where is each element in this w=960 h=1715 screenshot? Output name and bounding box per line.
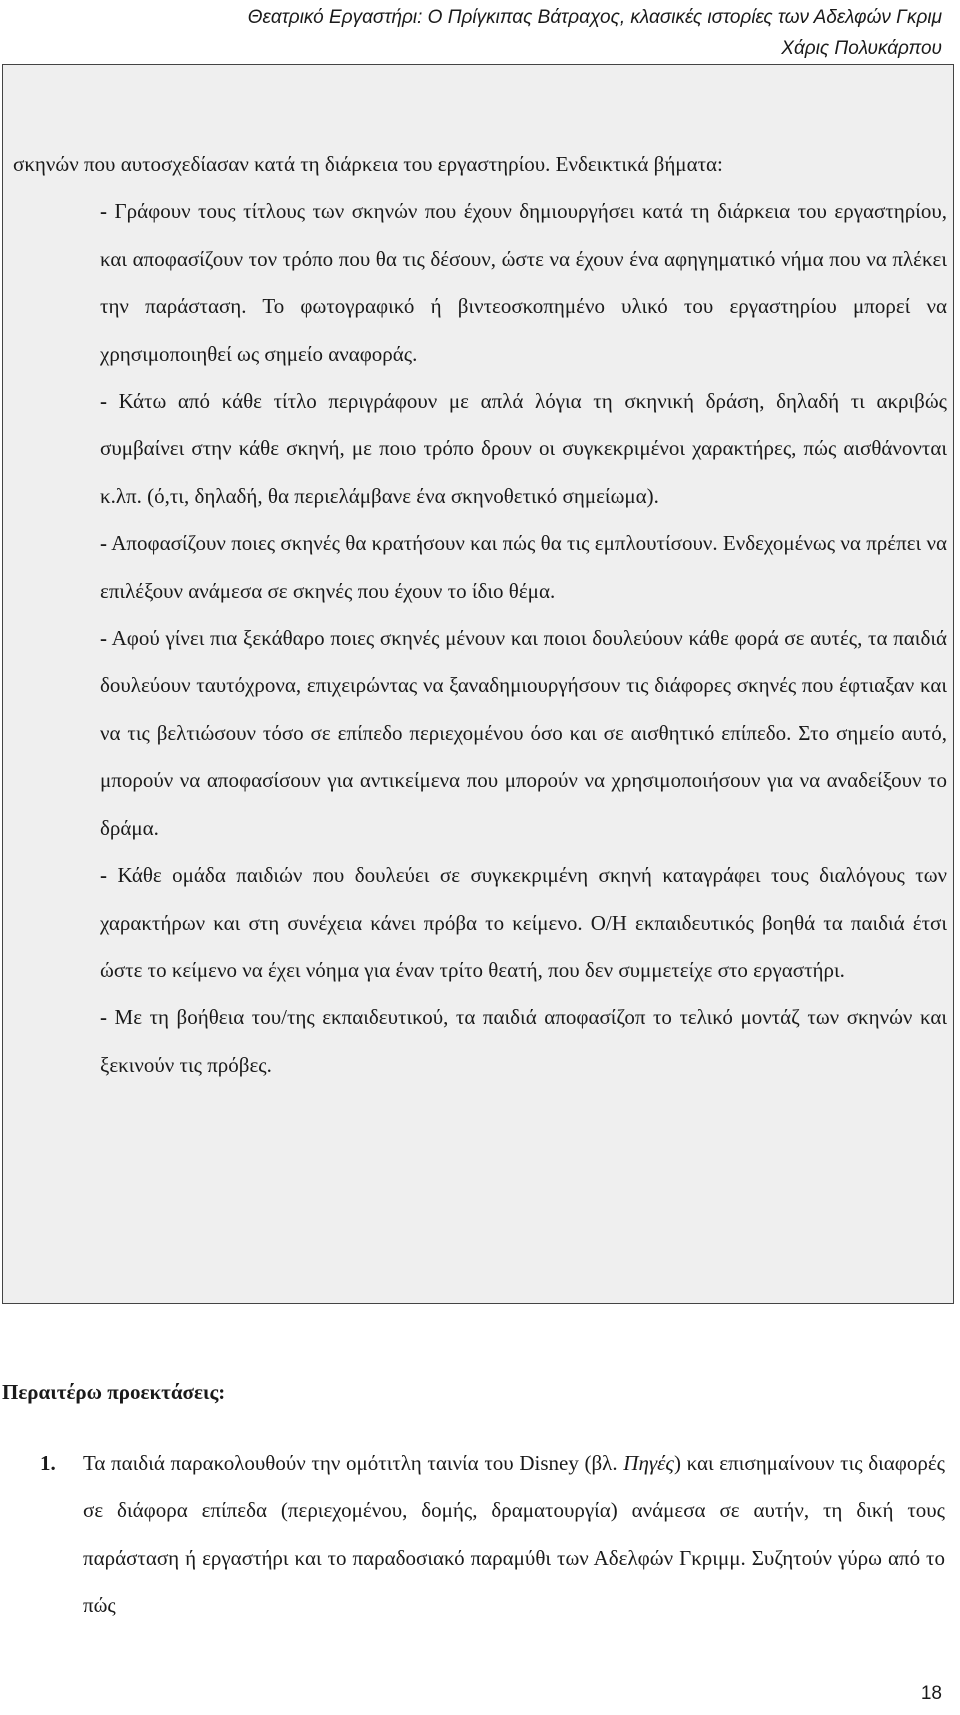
list-item-number: 1. (40, 1451, 56, 1475)
step-dash: - (100, 389, 107, 414)
extensions-list (40, 1440, 945, 1630)
activity-steps-box (2, 64, 954, 1304)
steps-intro: σκηνών που αυτοσχεδίασαν κατά τη διάρκεια του εργαστηρίου. Ενδεικτικά βήματα: (13, 152, 723, 176)
sources-reference: Πηγές (623, 1451, 674, 1475)
step-2 (100, 378, 947, 520)
step-4 (100, 615, 947, 852)
running-header (248, 2, 942, 64)
step-dash: - (100, 626, 107, 651)
steps-text (13, 141, 948, 1089)
step-dash: - (100, 531, 107, 556)
step-1 (100, 188, 947, 378)
header-author: Χάρις Πολυκάρπου (781, 38, 942, 59)
page-number: 18 (920, 1683, 942, 1704)
step-text: Κάθε ομάδα παιδιών που δουλεύει σε συγκεκριμένη σκηνή καταγράφει τους διαλόγους των χαρακτήρων και στη συνέχεια κάνει πρόβα το κείμενο. Ο/Η εκπαιδευτικός βοηθά τα παιδιά έτσι ώστε το κείμενο να έχει νόημα για έναν τρίτο θεατή, που δεν συμμετείχε στο εργαστήρι. (100, 863, 948, 982)
step-dash: - (100, 199, 107, 224)
step-text: Γράφουν τους τίτλους των σκηνών που έχουν δημιουργήσει κατά τη διάρκεια του εργαστηρίου, και αποφασίζουν τον τρόπο που θα τις δέσουν, ώστε να έχουν ένα αφηγηματικό νήμα που να πλέκει την παράσταση. Το φωτογραφικό ή βιντεοσκοπημένο υλικό του εργαστηρίου μπορεί να χρησιμοποιηθεί ως σημείο αναφοράς. (100, 199, 947, 366)
extensions-heading: Περαιτέρω προεκτάσεις: (2, 1380, 226, 1404)
step-text: Κάτω από κάθε τίτλο περιγράφουν με απλά λόγια τη σκηνική δράση, δηλαδή τι ακριβώς συμβαίνει στην κάθε σκηνή, με ποιο τρόπο δρουν οι συγκεκριμένοι χαρακτήρες, πώς αισθάνονται κ.λπ. (ό,τι, δηλαδή, θα περιελάμβανε ένα σκηνοθετικό σημείωμα). (100, 389, 947, 508)
step-5 (100, 852, 947, 994)
step-dash: - (100, 863, 107, 888)
list-item-text-start: Τα παιδιά παρακολουθούν την ομότιτλη ταινία του Disney (βλ. (83, 1451, 624, 1475)
list-item-text (83, 1440, 945, 1630)
step-6 (100, 994, 947, 1089)
step-text: Με τη βοήθεια του/της εκπαιδευτικού, τα παιδιά αποφασίζοπ το τελικό μοντάζ των σκηνών και ξεκινούν τις πρόβες. (100, 1005, 947, 1077)
list-item (40, 1440, 945, 1630)
list-item-text-end: ) και επισημαίνουν τις διαφορές σε διάφορα επίπεδα (περιεχομένου, δομής, δραματουργία) ανάμεσα σε αυτήν, τη δική τους παράσταση ή εργαστήρι και το παραδοσιακό παραμύθι των Αδελφών Γκριμμ. Συζητούν γύρω από το πώς (83, 1451, 945, 1618)
header-title: Θεατρικό Εργαστήρι: Ο Πρίγκιπας Βάτραχος, κλασικές ιστορίες των Αδελφών Γκριμ (247, 7, 942, 28)
step-text: Αφού γίνει πια ξεκάθαρο ποιες σκηνές μένουν και ποιοι δουλεύουν κάθε φορά σε αυτές, τα παιδιά δουλεύουν ταυτόχρονα, επιχειρώντας να ξαναδημιουργήσουν τις διάφορες σκηνές που έφτιαξαν και να τις βελτιώσουν τόσο σε επίπεδο περιεχομένου όσο και σε αισθητικό επίπεδο. Στο σημείο αυτό, μπορούν να αποφασίσουν για αντικείμενα που μπορούν να χρησιμοποιήσουν για να αναδείξουν το δράμα. (100, 626, 948, 840)
step-dash: - (100, 1005, 107, 1030)
step-3 (100, 520, 947, 615)
step-text: Αποφασίζουν ποιες σκηνές θα κρατήσουν και πώς θα τις εμπλουτίσουν. Ενδεχομένως να πρέπει να επιλέξουν ανάμεσα σε σκηνές που έχουν το ίδιο θέμα. (100, 531, 947, 603)
